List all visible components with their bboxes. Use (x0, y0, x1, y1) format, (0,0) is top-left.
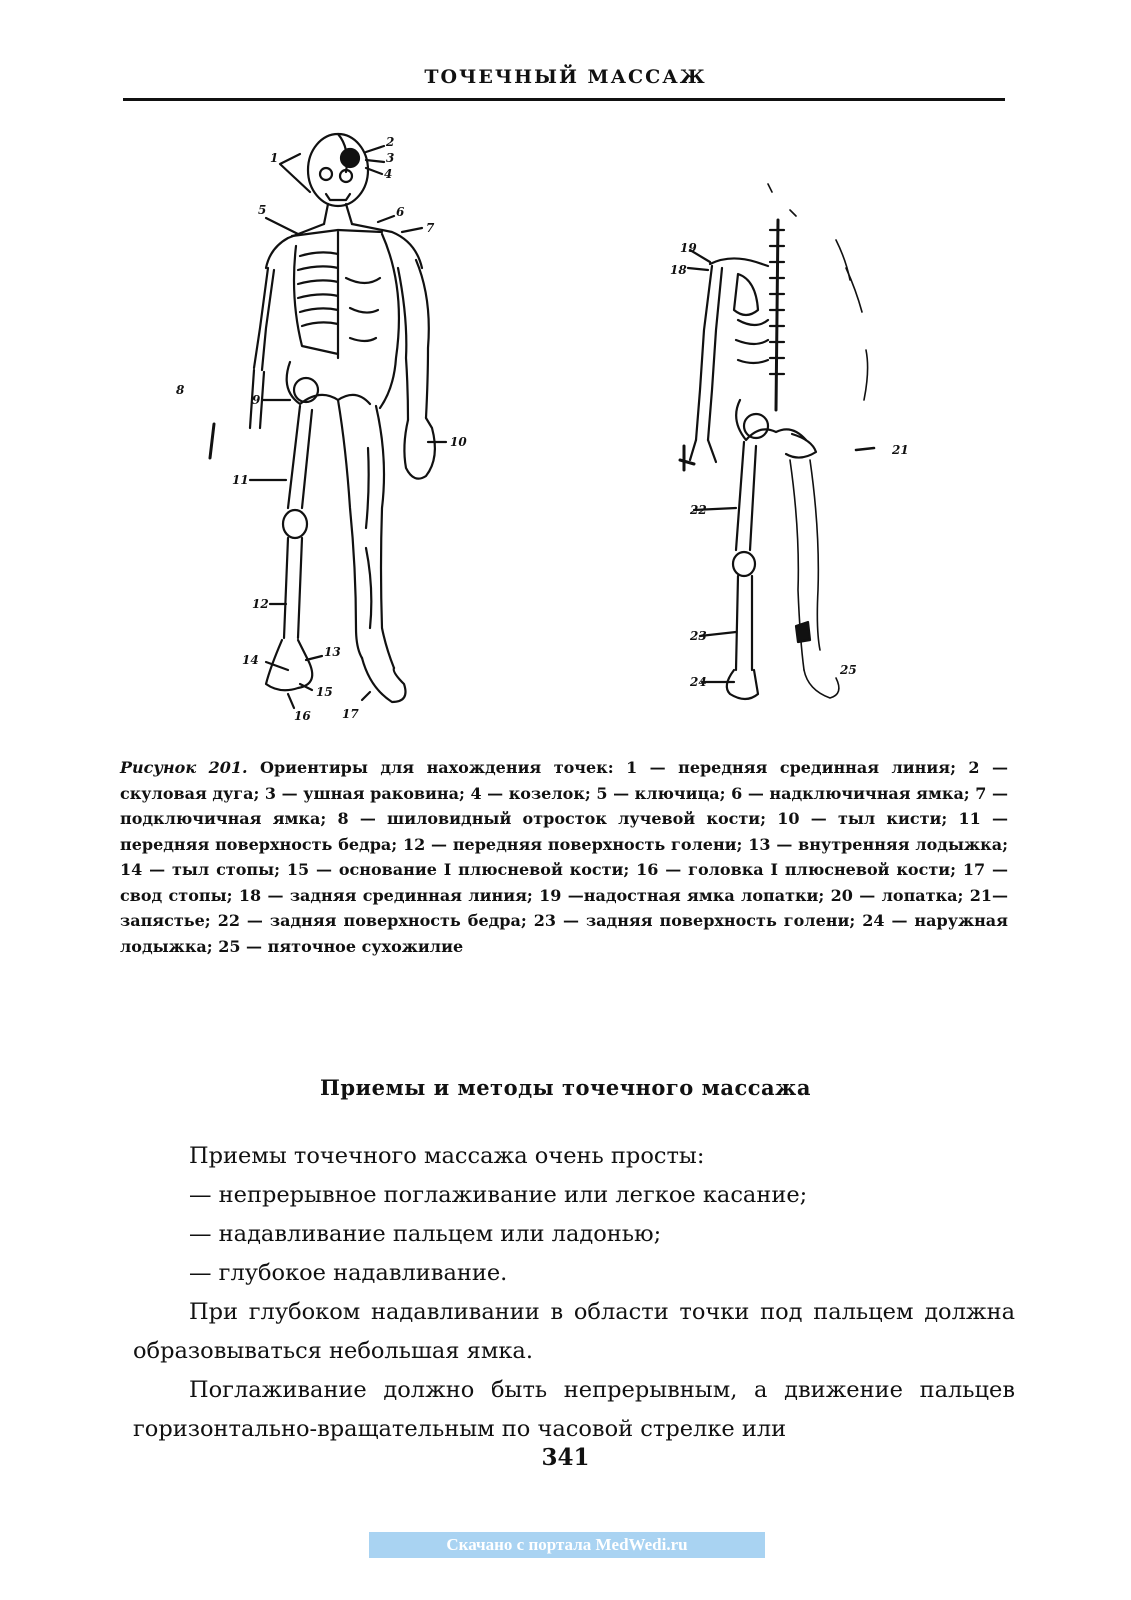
front-label-11: 11 (232, 473, 249, 487)
source-banner: Скачано с портала MedWedi.ru (369, 1532, 765, 1558)
figure-back-view (660, 170, 940, 730)
front-label-12: 12 (252, 597, 269, 611)
front-label-14: 14 (242, 653, 259, 667)
paragraph-2: Поглаживание должно быть непрерывным, а движение пальцев горизонтально-вращательным по часовой стрелке или (133, 1377, 1015, 1442)
list-item: — глубокое надавливание. (189, 1260, 508, 1286)
back-label-24: 24 (690, 675, 707, 689)
back-label-23: 23 (690, 629, 707, 643)
body-text (133, 1137, 1015, 1449)
front-label-13: 13 (324, 645, 341, 659)
back-label-22: 22 (690, 503, 707, 517)
front-label-6: 6 (396, 205, 405, 219)
front-label-17: 17 (342, 707, 359, 721)
front-label-10: 10 (450, 435, 467, 449)
front-label-5: 5 (258, 203, 267, 217)
back-label-25: 25 (840, 663, 857, 677)
figure-front-view (170, 128, 520, 738)
caption-text: Ориентиры для нахождения точек: 1 — передняя срединная линия; 2 — скуловая дуга; 3 — ушная раковина; 4 — козелок; 5 — ключица; 6 — надключичная ямка; 7 — подключичная ямка; 8 — шиловидный отросток лучевой кости; 10 — тыл кисти; 11 — передняя поверхность бедра; 12 — передняя поверхность голени; 13 — внутренняя лодыжка; 14 — тыл стопы; 15 — основание I плюсневой кости; 16 — головка I плюсневой кости; 17 — свод стопы; 18 — задняя срединная линия; 19 —надостная ямка лопатки; 20 — лопатка; 21— запястье; 22 — задняя поверхность бедра; 23 — задняя поверхность голени; 24 — наружная лодыжка; 25 — пяточное сухожилие (120, 758, 1008, 956)
running-head: ТОЧЕЧНЫЙ МАССАЖ (424, 66, 707, 88)
front-label-2: 2 (386, 135, 395, 149)
intro-line: Приемы точечного массажа очень просты: (189, 1143, 705, 1169)
front-label-15: 15 (316, 685, 333, 699)
back-label-18: 18 (670, 263, 687, 277)
front-label-8: 8 (176, 383, 185, 397)
header-rule (123, 98, 1005, 101)
front-figure-drawing (170, 128, 520, 738)
front-label-4: 4 (384, 167, 393, 181)
section-title: Приемы и методы точечного массажа (320, 1075, 811, 1100)
front-label-7: 7 (426, 221, 435, 235)
paragraph-1: При глубоком надавливании в области точки под пальцем должна образовываться небольшая ямка. (133, 1299, 1015, 1364)
front-label-16: 16 (294, 709, 311, 723)
figure-caption (120, 755, 1008, 959)
front-label-9: 9 (252, 393, 261, 407)
front-label-1: 1 (270, 151, 279, 165)
caption-label: Рисунок 201. (120, 758, 248, 777)
back-figure-drawing (660, 170, 940, 730)
front-label-3: 3 (386, 151, 395, 165)
page-number: 341 (541, 1444, 590, 1471)
list-item: — непрерывное поглаживание или легкое касание; (189, 1182, 808, 1208)
back-label-19: 19 (680, 241, 697, 255)
list-item: — надавливание пальцем или ладонью; (189, 1221, 662, 1247)
back-label-21: 21 (892, 443, 909, 457)
